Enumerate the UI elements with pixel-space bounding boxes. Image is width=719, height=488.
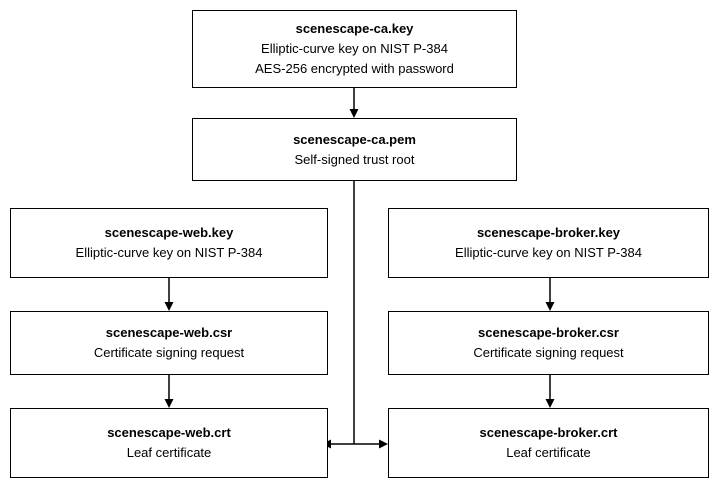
node-detail-line: Certificate signing request <box>473 345 624 360</box>
node-scenescape-ca-key[interactable] <box>192 10 517 88</box>
node-title: scenescape-broker.key <box>476 225 621 240</box>
edge-broker-csr-to-broker-crt <box>544 375 556 408</box>
edge-web-crt-broker-crt-bidirectional <box>322 436 388 452</box>
node-title: scenescape-ca.key <box>295 21 414 36</box>
node-detail-line: Self-signed trust root <box>294 151 415 167</box>
node-detail-line: Certificate signing request <box>93 345 245 360</box>
node-detail-line: AES-256 encrypted with password <box>255 61 454 76</box>
node-title: scenescape-ca.pem <box>293 131 416 147</box>
edge-web-csr-to-web-crt <box>163 375 175 408</box>
node-title: scenescape-web.csr <box>105 325 233 340</box>
node-title: scenescape-broker.csr <box>478 325 619 340</box>
node-title: scenescape-web.key <box>104 225 234 240</box>
node-title: scenescape-web.crt <box>107 425 231 440</box>
node-scenescape-broker-key[interactable] <box>388 208 709 278</box>
node-detail-line: Elliptic-curve key on NIST P-384 <box>455 245 642 260</box>
node-scenescape-broker-crt[interactable] <box>388 408 709 478</box>
node-detail-line: Elliptic-curve key on NIST P-384 <box>75 245 263 260</box>
node-scenescape-web-key[interactable] <box>10 208 328 278</box>
node-scenescape-web-csr[interactable] <box>10 311 328 375</box>
node-scenescape-web-crt[interactable] <box>10 408 328 478</box>
node-scenescape-ca-pem[interactable] <box>192 118 517 181</box>
node-detail-line: Leaf certificate <box>126 445 212 460</box>
edge-ca-pem-trunk <box>348 181 360 444</box>
node-detail-line: Leaf certificate <box>506 445 591 460</box>
node-title: scenescape-broker.crt <box>479 425 618 440</box>
node-detail-line: Elliptic-curve key on NIST P-384 <box>261 41 448 56</box>
node-scenescape-broker-csr[interactable] <box>388 311 709 375</box>
edge-web-key-to-web-csr <box>163 278 175 311</box>
edge-ca-key-to-ca-pem <box>348 88 360 118</box>
edge-broker-key-to-broker-csr <box>544 278 556 311</box>
